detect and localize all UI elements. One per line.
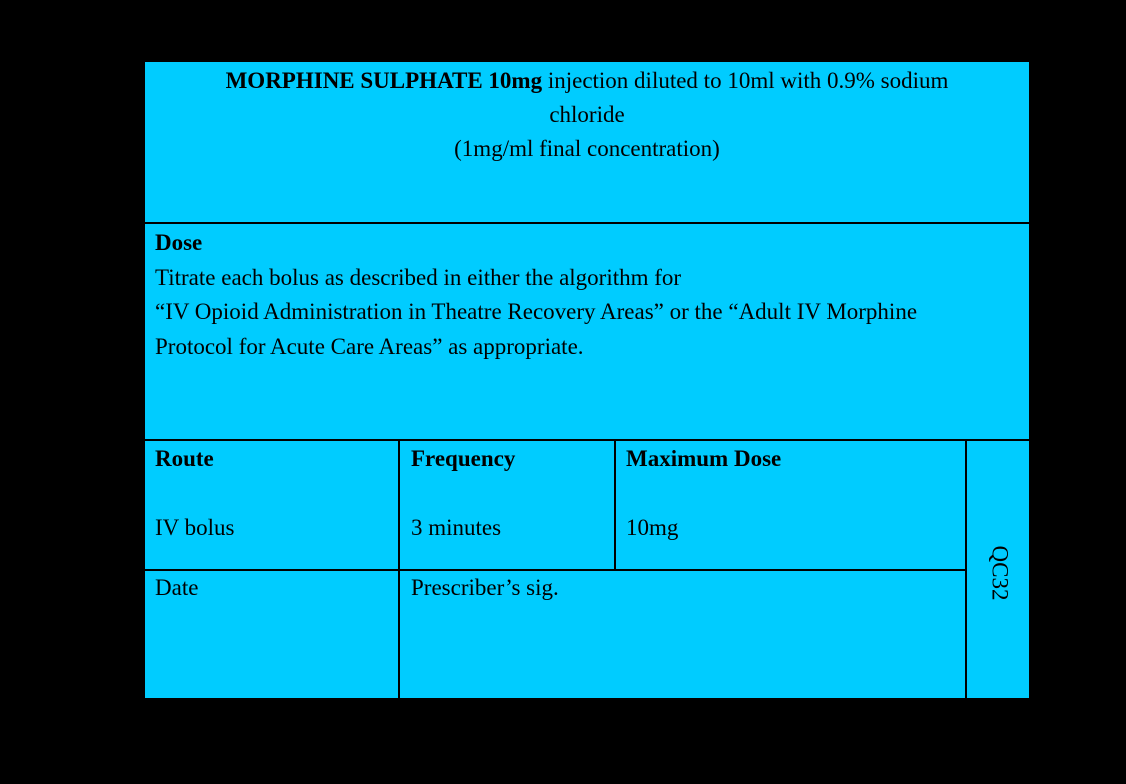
drug-concentration: (1mg/ml final concentration): [454, 136, 720, 161]
max-dose-value: 10mg: [626, 515, 679, 540]
max-dose-label: Maximum Dose: [626, 446, 782, 471]
divider-title: [145, 222, 1029, 224]
divider-frequency: [614, 439, 616, 569]
divider-dose: [145, 439, 1029, 441]
drug-label-card: [145, 62, 1029, 698]
drug-title-line2: chloride: [549, 102, 625, 127]
drug-title-line1: [145, 64, 1029, 98]
frequency-value: 3 minutes: [411, 515, 502, 540]
date-label: Date: [155, 575, 199, 600]
prescriber-signature-label: Prescriber’s sig.: [411, 575, 559, 600]
route-label: Route: [155, 446, 214, 471]
frequency-label: Frequency: [411, 446, 516, 471]
drug-name: MORPHINE SULPHATE 10mg: [225, 68, 543, 93]
dose-heading: Dose: [155, 230, 203, 255]
dose-text-line1: Titrate each bolus as described in either the algorithm for: [155, 264, 682, 290]
drug-description: injection diluted to 10ml with 0.9% sodium: [542, 68, 949, 93]
dose-text-line2: “IV Opioid Administration in Theatre Recovery Areas” or the “Adult IV Morphine: [155, 299, 918, 324]
drug-title: [145, 62, 1029, 166]
dose-text-line3: Protocol for Acute Care Areas” as appropriate.: [155, 333, 584, 359]
label-code-text: QC32: [987, 545, 1013, 601]
dose-section: [155, 226, 1015, 364]
route-value: IV bolus: [155, 515, 235, 540]
label-code: [975, 538, 1023, 608]
